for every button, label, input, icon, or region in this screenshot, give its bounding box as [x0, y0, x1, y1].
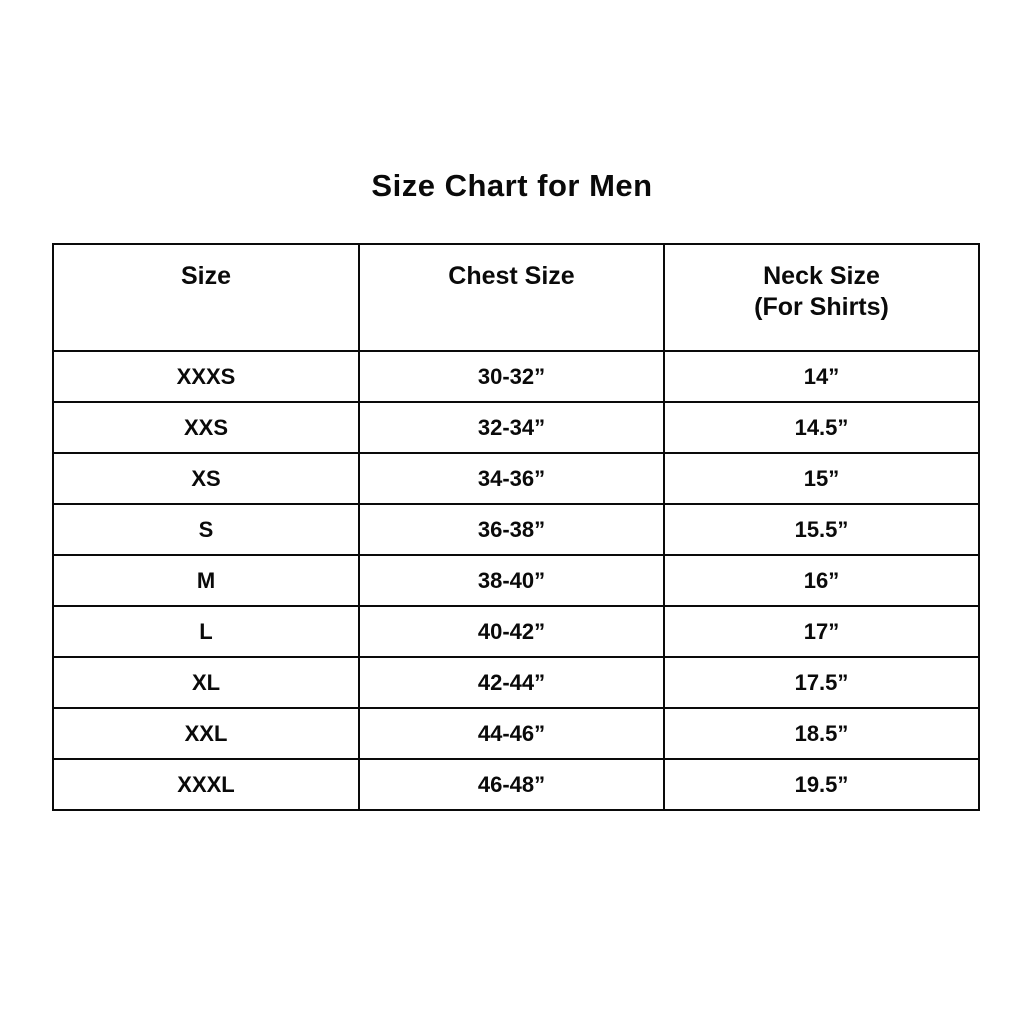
- table-row: [53, 504, 979, 555]
- neck-size-cell: 14.5”: [664, 402, 979, 453]
- column-header-neck-label-line2: (For Shirts): [754, 293, 889, 322]
- neck-size-cell: 17.5”: [664, 657, 979, 708]
- table-row: [53, 759, 979, 810]
- page-title: Size Chart for Men: [371, 168, 653, 203]
- size-cell: XXXL: [53, 759, 359, 810]
- size-cell: M: [53, 555, 359, 606]
- neck-size-cell: 17”: [664, 606, 979, 657]
- neck-size-cell: 16”: [664, 555, 979, 606]
- chest-size-cell: 44-46”: [359, 708, 664, 759]
- chest-size-cell: 30-32”: [359, 351, 664, 402]
- size-cell: S: [53, 504, 359, 555]
- table-header-row: [53, 244, 979, 351]
- table-row: [53, 657, 979, 708]
- size-cell: XXXS: [53, 351, 359, 402]
- table-row: [53, 606, 979, 657]
- chest-size-cell: 46-48”: [359, 759, 664, 810]
- size-chart-table: [52, 243, 980, 811]
- table-row: [53, 555, 979, 606]
- neck-size-cell: 15.5”: [664, 504, 979, 555]
- neck-size-cell: 14”: [664, 351, 979, 402]
- chest-size-cell: 32-34”: [359, 402, 664, 453]
- column-header-chest-size: [359, 244, 664, 351]
- size-cell: L: [53, 606, 359, 657]
- column-header-size-label: Size: [180, 262, 232, 290]
- column-header-size: [53, 244, 359, 351]
- column-header-chest-label: Chest Size: [448, 262, 575, 290]
- chest-size-cell: 34-36”: [359, 453, 664, 504]
- chest-size-cell: 42-44”: [359, 657, 664, 708]
- table-row: [53, 351, 979, 402]
- size-cell: XL: [53, 657, 359, 708]
- neck-size-cell: 15”: [664, 453, 979, 504]
- table-row: [53, 402, 979, 453]
- column-header-neck-label-line1: Neck Size: [763, 262, 880, 290]
- column-header-neck-size: [664, 244, 979, 351]
- chest-size-cell: 40-42”: [359, 606, 664, 657]
- neck-size-cell: 19.5”: [664, 759, 979, 810]
- size-cell: XXL: [53, 708, 359, 759]
- neck-size-cell: 18.5”: [664, 708, 979, 759]
- size-cell: XXS: [53, 402, 359, 453]
- table-row: [53, 453, 979, 504]
- size-cell: XS: [53, 453, 359, 504]
- table-row: [53, 708, 979, 759]
- chest-size-cell: 38-40”: [359, 555, 664, 606]
- chest-size-cell: 36-38”: [359, 504, 664, 555]
